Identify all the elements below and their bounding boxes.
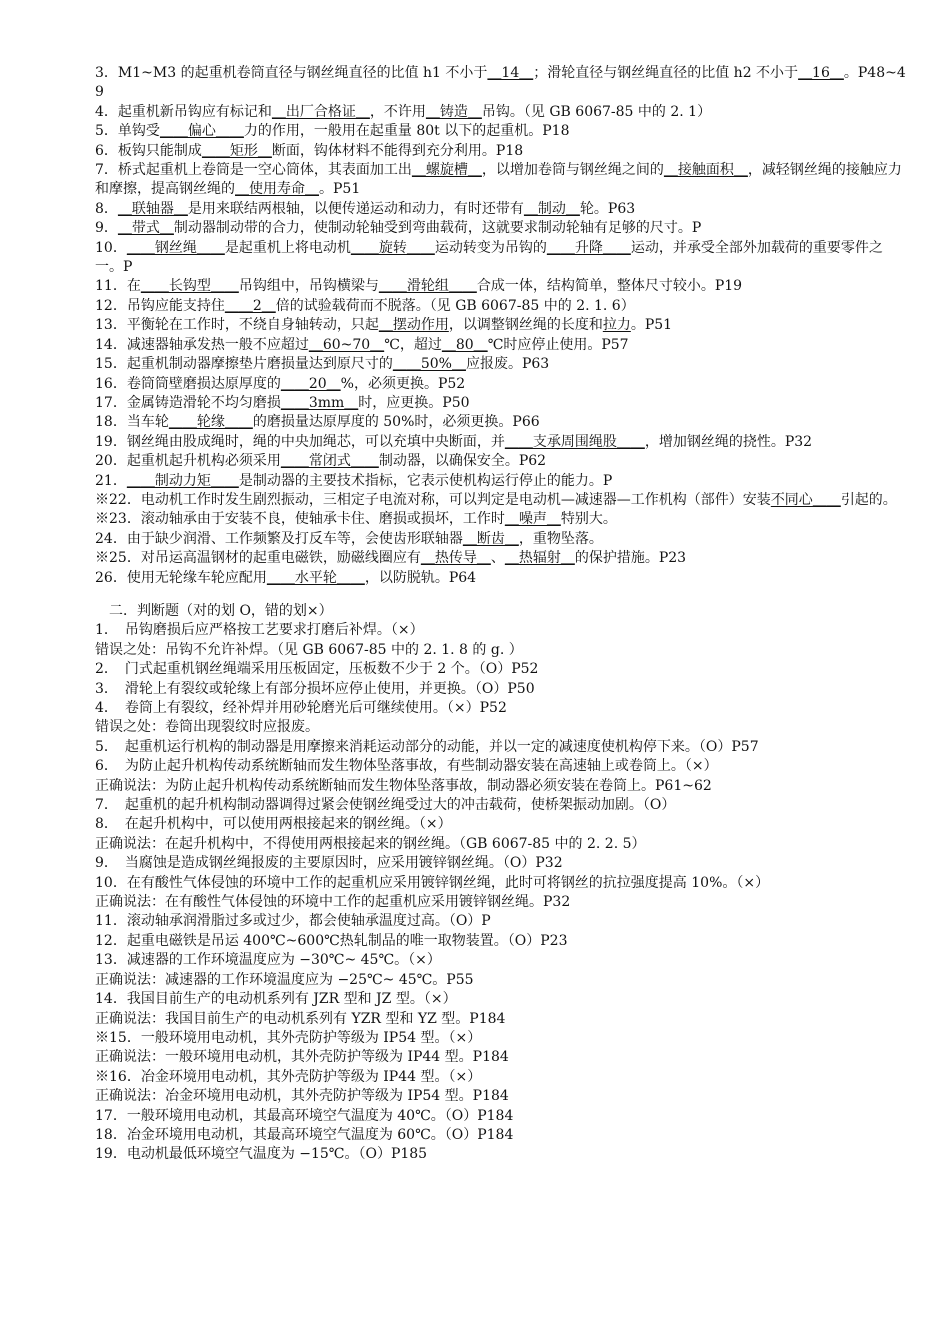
fill-question <box>95 472 907 491</box>
judge-line: 正确说法：在有酸性气体侵蚀的环境中工作的起重机应采用镀锌钢丝绳。P32 <box>95 894 571 911</box>
fill-question <box>95 491 907 510</box>
question-text: 26．使用无轮缘车轮应配用 <box>95 569 267 586</box>
answer-blank: ＿＿钢丝绳＿＿ <box>126 239 225 256</box>
question-text: ，以调整钢丝绳的长度和 <box>448 317 603 334</box>
answer-blank: ＿＿轮缘＿＿ <box>168 414 253 431</box>
question-text: 特别大。 <box>560 511 617 528</box>
question-text: 8． <box>95 200 118 217</box>
question-text: 合成一体，结构简单，整体尺寸较小。P19 <box>476 278 743 295</box>
answer-blank: ＿60~70＿ <box>308 336 385 353</box>
fill-question <box>95 336 907 355</box>
answer-blank: ＿＿偏心＿＿ <box>159 123 244 140</box>
fill-question <box>95 433 907 452</box>
question-text: ，重物坠落。 <box>518 530 603 547</box>
question-text: ※25．对吊运高温钢材的起重电磁铁，励磁线圈应有 <box>95 550 421 567</box>
judge-line: 9． 当腐蚀是造成钢丝绳报废的主要原因时，应采用镀锌钢丝绳。（O）P32 <box>95 855 563 872</box>
true-false-section <box>95 621 907 1164</box>
judge-line: 3． 滑轮上有裂纹或轮缘上有部分损坏应停止使用，并更换。（O）P50 <box>95 680 535 697</box>
question-text: 。P48~49 <box>95 65 906 101</box>
answer-blank: ＿＿矩形＿ <box>201 142 272 159</box>
judge-line: 正确说法：减速器的工作环境温度应为 −25℃~ 45℃。P55 <box>95 971 474 988</box>
judge-line: 14．我国目前生产的电动机系列有 JZR 型和 JZ 型。（×） <box>95 991 457 1008</box>
question-text: 7．桥式起重机上卷筒是一空心筒体，其表面加工出 <box>95 162 412 179</box>
section-gap <box>95 588 907 602</box>
question-text: 4．起重机新吊钩应有标记和 <box>95 103 272 120</box>
fill-question <box>95 142 907 161</box>
fill-question <box>95 103 907 122</box>
question-text: 力的作用，一般用在起重量 80t 以下的起重机。P18 <box>243 123 570 140</box>
question-text: ℃，超过 <box>384 336 442 353</box>
fill-question <box>95 122 907 141</box>
judge-line: 正确说法：一般环境用电动机，其外壳防护等级为 IP44 型。P184 <box>95 1049 509 1066</box>
question-text: 13．平衡轮在工作时，不绕自身轴转动，只起 <box>95 317 379 334</box>
fill-question <box>95 277 907 296</box>
judge-line: 11．滚动轴承润滑脂过多或过少，都会使轴承温度过高。（O）P <box>95 913 491 930</box>
judge-line: 1． 吊钩磨损后应严格按工艺要求打磨后补焊。（×） <box>95 622 424 639</box>
question-text: 的保护措施。P23 <box>574 550 687 567</box>
fill-question <box>95 200 907 219</box>
fill-question <box>95 161 907 200</box>
answer-blank: ＿接触面积＿ <box>663 162 748 179</box>
judge-line: ※16．冶金环境用电动机，其外壳防护等级为 IP44 型。（×） <box>95 1068 482 1085</box>
question-text: 19．钢丝绳由股成绳时，绳的中央加绳芯，可以充填中央断面，并 <box>95 433 505 450</box>
answer-blank: ＿＿旋转＿＿ <box>350 239 435 256</box>
judge-line: 正确说法：我国目前生产的电动机系列有 YZR 型和 YZ 型。P184 <box>95 1010 506 1027</box>
fill-question <box>95 297 907 316</box>
judge-line: 10．在有酸性气体侵蚀的环境中工作的起重机应采用镀锌钢丝绳，此时可将钢丝的抗拉强度提高 10%。（×） <box>95 874 770 891</box>
fill-question <box>95 355 907 374</box>
answer-blank: ＿出厂合格证＿ <box>271 103 370 120</box>
judge-line: 正确说法：为防止起升机构传动系统断轴而发生物体坠落事故，制动器必须安装在卷筒上。P61~62 <box>95 777 712 794</box>
answer-blank: ＿＿制动力矩＿＿ <box>126 472 239 489</box>
fill-question <box>95 219 907 238</box>
answer-blank: ＿＿滑轮组＿＿ <box>378 278 477 295</box>
question-text: 5．单钩受 <box>95 123 160 140</box>
answer-blank: ＿＿常闭式＿＿ <box>280 453 379 470</box>
question-text: 吊钩组中，吊钩横梁与 <box>238 278 379 295</box>
question-text: ※22．电动机工作时发生剧烈振动，三相定子电流对称，可以判定是电动机—减速器—工作机构（部件）安装 <box>95 491 771 508</box>
question-text: ；滑轮直径与钢丝绳直径的比值 h2 不小于 <box>533 65 799 81</box>
answer-blank: ＿＿50%＿ <box>392 356 466 373</box>
question-text: 12．吊钩应能支持住 <box>95 297 225 314</box>
question-text: 应报废。P63 <box>465 356 550 373</box>
judge-line: 4． 卷筒上有裂纹，经补焊并用砂轮磨光后可继续使用。（×）P52 <box>95 700 507 716</box>
question-text: 6．板钩只能制成 <box>95 142 202 159</box>
answer-blank: ＿14＿ <box>487 65 534 81</box>
question-text: 、 <box>490 550 505 567</box>
question-text: %，必须更换。P52 <box>340 375 466 392</box>
question-text: 制动器制动带的合力，使制动轮轴受到弯曲载荷，这就要求制动轮轴有足够的尺寸。P <box>173 220 702 237</box>
question-text: 。P51 <box>319 181 361 198</box>
question-text: 24．由于缺少润滑、工作频繁及打反车等，会使齿形联轴器 <box>95 530 463 547</box>
document-page <box>95 64 907 1165</box>
answer-blank: ＿16＿ <box>798 65 844 81</box>
question-text: 18．当车轮 <box>95 414 169 431</box>
answer-blank: ＿热传导＿ <box>420 550 491 567</box>
judge-line: 8． 在起升机构中，可以使用两根接起来的钢丝绳。（×） <box>95 816 452 833</box>
question-text: 是起重机上将电动机 <box>224 239 351 256</box>
judge-line: 5． 起重机运行机构的制动器是用摩擦来消耗运动部分的动能，并以一定的减速度使机构停下来。（O）P57 <box>95 738 759 755</box>
question-text: 倍的试验载荷而不脱落。（见 GB 6067-85 中的 2. 1. 6） <box>275 297 635 314</box>
answer-blank: ＿＿支承周围绳股＿＿ <box>504 433 645 450</box>
fill-question <box>95 239 907 278</box>
fill-question <box>95 549 907 568</box>
answer-blank: 不同心＿＿ <box>770 491 841 508</box>
judge-line: 17．一般环境用电动机，其最高环境空气温度为 40℃。（O）P184 <box>95 1107 514 1124</box>
answer-blank: ＿制动＿ <box>523 200 580 217</box>
answer-blank: ＿＿3mm＿ <box>280 394 359 411</box>
answer-blank: ＿摆动作用 <box>378 317 449 334</box>
question-text: ※23．滚动轴承由于安装不良，使轴承卡住、磨损或损坏，工作时 <box>95 511 505 528</box>
judge-line: 12．起重电磁铁是吊运 400℃~600℃热轧制品的唯一取物装置。（O）P23 <box>95 932 568 949</box>
answer-blank: ＿螺旋槽＿ <box>411 162 482 179</box>
judge-line: 正确说法：冶金环境用电动机，其外壳防护等级为 IP54 型。P184 <box>95 1088 509 1105</box>
question-text: 的磨损量达原厚度的 50%时，必须更换。P66 <box>252 414 540 431</box>
answer-blank: ＿铸造＿ <box>425 103 482 120</box>
section-title: 二．判断题（对的划 O，错的划×） <box>109 602 333 619</box>
answer-blank: ＿＿20＿ <box>280 375 341 392</box>
judge-line: 13．减速器的工作环境温度应为 −30℃~ 45℃。（×） <box>95 952 441 969</box>
answer-blank: ＿噪声＿ <box>504 511 561 528</box>
answer-blank: ＿80＿ <box>441 336 488 353</box>
fill-question <box>95 375 907 394</box>
judge-line: 错误之处：卷筒出现裂纹时应报废。 <box>95 719 319 736</box>
question-text: 运动，并承受全部外加载荷的重要零件之一。P <box>95 239 883 276</box>
question-text: 运动转变为吊钩的 <box>434 239 547 256</box>
question-text: 断面，钩体材料不能得到充分利用。P18 <box>271 142 524 159</box>
question-text: 11．在 <box>95 278 141 295</box>
judge-line: 7． 起重机的起升机构制动器调得过紧会使钢丝绳受过大的冲击载荷，使桥架振动加剧。（O） <box>95 797 676 814</box>
answer-blank: ＿断齿＿ <box>462 530 519 547</box>
question-text: ，以增加卷筒与钢丝绳之间的 <box>481 162 664 179</box>
question-text: ，增加钢丝绳的挠性。P32 <box>644 433 813 450</box>
question-text: 21． <box>95 472 127 489</box>
judge-line: 18．冶金环境用电动机，其最高环境空气温度为 60℃。（O）P184 <box>95 1126 514 1143</box>
fill-question <box>95 452 907 471</box>
judge-line: 错误之处：吊钩不允许补焊。（见 GB 6067-85 中的 2. 1. 8 的 g. ） <box>95 641 523 658</box>
question-text: 制动器，以确保安全。P62 <box>378 453 547 470</box>
fill-question <box>95 510 907 529</box>
question-text: 20．起重机起升机构必须采用 <box>95 453 281 470</box>
fill-question <box>95 569 907 588</box>
question-text: 引起的。 <box>840 491 897 508</box>
answer-blank: ＿使用寿命＿ <box>235 181 319 198</box>
question-text: 。P51 <box>630 317 673 334</box>
question-text: ℃时应停止使用。P57 <box>487 336 629 353</box>
question-text: 17．金属铸造滑轮不均匀磨损 <box>95 394 281 411</box>
question-text: ，以防脱轨。P64 <box>364 569 477 586</box>
judge-line: 2． 门式起重机钢丝绳端采用压板固定，压板数不少于 2 个。（O）P52 <box>95 661 539 678</box>
answer-blank: ＿＿水平轮＿＿ <box>266 569 365 586</box>
question-text: 14．减速器轴承发热一般不应超过 <box>95 336 309 353</box>
question-text: ，不许用 <box>369 103 426 120</box>
answer-blank: 拉力 <box>602 317 631 334</box>
fill-question <box>95 394 907 413</box>
fill-question <box>95 530 907 549</box>
fill-in-blank-section <box>95 64 907 588</box>
fill-question <box>95 413 907 432</box>
question-text: 9． <box>95 220 118 237</box>
answer-blank: ＿联轴器＿ <box>117 200 188 217</box>
judge-line: ※15．一般环境用电动机，其外壳防护等级为 IP54 型。（×） <box>95 1029 482 1046</box>
fill-question <box>95 316 907 335</box>
question-text: 是制动器的主要技术指标，它表示使机构运行停止的能力。P <box>238 472 613 489</box>
answer-blank: ＿＿长钩型＿＿ <box>140 278 239 295</box>
question-text: 轮。P63 <box>579 200 636 217</box>
question-text: 10． <box>95 239 127 256</box>
question-text: 吊钩。（见 GB 6067-85 中的 2. 1） <box>481 103 712 120</box>
answer-blank: ＿带式＿ <box>117 220 174 237</box>
question-text: 16．卷筒筒壁磨损达原厚度的 <box>95 375 281 392</box>
judge-line: 正确说法：在起升机构中，不得使用两根接起来的钢丝绳。（GB 6067-85 中的 2. 2. 5） <box>95 835 646 852</box>
question-text: 是用来联结两根轴，以便传递运动和动力，有时还带有 <box>187 200 524 217</box>
question-text: ，减轻钢丝绳的接触应力和摩擦，提高钢丝绳的 <box>95 162 902 198</box>
judge-line: 19．电动机最低环境空气温度为 −15℃。（O）P185 <box>95 1146 428 1163</box>
answer-blank: ＿＿2＿ <box>224 297 276 314</box>
judge-line: 6． 为防止起升机构传动系统断轴而发生物体坠落事故，有些制动器安装在高速轴上或卷筒上。（×） <box>95 758 718 775</box>
question-text: 15．起重机制动器摩擦垫片磨损量达到原尺寸的 <box>95 356 393 373</box>
answer-blank: ＿热辐射＿ <box>504 550 575 567</box>
fill-question <box>95 64 907 103</box>
question-text: 3．M1~M3 的起重机卷筒直径与钢丝绳直径的比值 h1 不小于 <box>95 65 488 81</box>
question-text: 时，应更换。P50 <box>358 394 470 411</box>
answer-blank: ＿＿升降＿＿ <box>546 239 631 256</box>
